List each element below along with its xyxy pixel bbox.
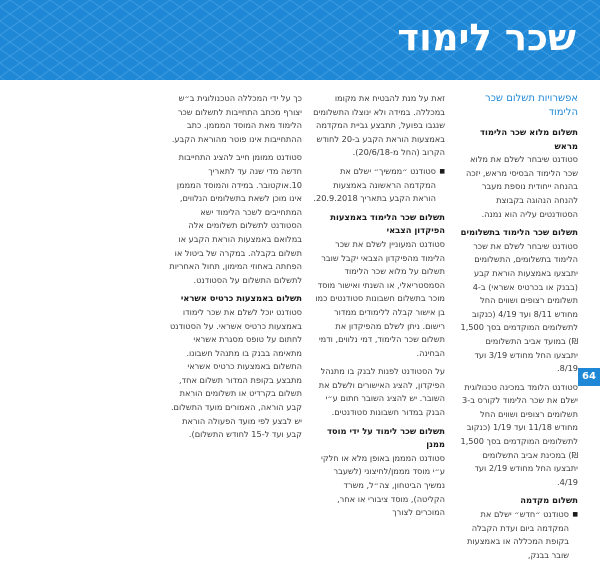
- text-column-2: [313, 92, 445, 518]
- subheading: תשלום שכר הלימוד בתשלומים: [460, 227, 578, 238]
- paragraph: סטודנט המממן באופן מלא או חלקי ע״י מוסד מממן/לחיצוני (לשעבר נמשיך הביטחון, צה״ל, משרד הקליטה), מוסד ציבורי או אחר, המוכרים לצורך: [321, 452, 445, 518]
- text-column-1: [460, 92, 578, 560]
- paragraph: סטודנט המעוניין לשלם את שכר הלימוד מהפיקדון הצבאי יקבל שובר תשלום על מלוא שכר הלימוד הסמסטריאלי, או השנתי ואישור מוסד מוכר בתשלום חשבונות סטודנטים כמו בן אישור קבלה ללימודים ממדור רישום. ניתן לשלם מהפיקדון את תשלום שכר הלימוד, דמי נלווים, ודמי הבחינה.: [315, 238, 445, 358]
- subheading: תשלום מקדמה: [520, 495, 578, 506]
- section-title: אפשרויות תשלום שכר הלימוד: [485, 93, 578, 118]
- subheading: תשלום שכר הלימוד באמצעות הפיקדון הצבאי: [330, 211, 445, 236]
- bullet-item: ■ סטודנט ״ממשיך״ ישלם את המקדמה הראשונה באמצעות הוראת הקבע בתאריך 20.9.2018.: [313, 165, 445, 206]
- subheading: תשלום שכר לימוד על ידי מוסד ממנן: [326, 425, 445, 450]
- paragraph: סטודנט ממומן חייב להציג התחייבות חדשה מדי שנה עד לתאריך 10.אוקטובר. במידה והמוסד המממן אינו מוכן לשאת בתשלומים הנלווים, המתחייבים לשכר הלימוד ישא הסטודנט לתשלום תשלומים אלה במלואם באמצעות הוראת הקבע או תשלום בקבלה. במקרה של ביטול או הפחתה באחוזי המימון, תחול האחריות לתשלום התשלום על הסטודנט.: [169, 152, 302, 285]
- paragraph: סטודנט שיבחר לשלם את שכר הלימוד בתשלומים, התשלומים יתבצעו באמצעות הוראת קבע (בבנק או בכרטיס אשראי) ב-4 תשלומים רצופים ושווים החל מחודש 8/11 ועד 4/19 (כנקוב לתשלומים המוקדמים בסך 1,500 ₪) במועד אביב התשלומים יתבצעו החל מחודש 3/19 ועד 8/19.: [460, 240, 578, 374]
- subheading: תשלום מלוא שכר הלימוד מראש: [480, 127, 578, 151]
- paragraph: סטודנט יוכל לשלם את שכר לימודו באמצעות כרטיס אשראי. על הסטודנט לחתום על טופס מסגרת אשראי מתאימה בבנק בו מתנהל חשבונו. התשלום באמצעות כרטיס אשראי מתבצע בקופת המדור תשלום אחד, תשלום בקרדיט או תשלומים הוראת קבע הוראה, האמורים מועד התשלום. יש לבצע לפי מועד הפעולה הוראת קבע ועד ל-15 לחודש התשלום).: [169, 306, 302, 440]
- paragraph: על הסטודנט לפנות לבנק בו מתנהל הפיקדון, להציג האישורים ולשלם את השובר. יש להציג השובר חתום ע״י הבנק במדור חשבונות סטודנטים.: [318, 366, 445, 418]
- text-column-4: [30, 92, 154, 362]
- paragraph: זאת על מנת להבטיח את מקומו במכללה. במידה ולא ינוצלו התשלומים שנגבו בפועל, תתבצע גביית המקדמה באמצעות הוראת הקבע ב-20 לחודש הקרוב (החל מ-20/6/18).: [313, 93, 445, 158]
- page-title: שכר לימוד: [397, 16, 576, 59]
- paragraph: סטודנט שיבחר לשלם את מלוא שכר הלימוד הבסיסי מראש, יזכה בהנחה ייחודית נוספת מעבר להנחה הנהוגה בקבוצת הסטודנטים עליה הוא נמנה.: [465, 154, 578, 219]
- text-column-3: [168, 92, 302, 440]
- header-banner: [0, 0, 600, 80]
- bullet-item: ■ סטודנט ״חדש״ ישלם את המקדמה ביום ועדת הקבלה בקופת המכללה או באמצעות שובר בבנק,: [460, 508, 578, 562]
- paragraph: כך על ידי המכללה הטכנולוגית ב״ש יצורף מכתב התחייבות לתשלום שכר הלימוד מאת המוסד המממן. כתב ההתחייבות אינו פוטר מהוראת הקבע.: [171, 93, 302, 144]
- paragraph: סטודנט הלומד במכינה טכנולוגית ישלם את שכר הלימוד לקורס ב-3 תשלומים רצופים ושווים החל מחודש 11/18 ועד 1/19 (כנקוב לתשלומים המוקדמים בסך 1,500 ₪) במכינת אביב התשלומים יתבצעו החל מחודש 2/19 ועד 4/19.: [460, 381, 578, 487]
- subheading: תשלום באמצעות כרטיס אשראי: [180, 293, 302, 304]
- page-number: 64: [578, 368, 600, 386]
